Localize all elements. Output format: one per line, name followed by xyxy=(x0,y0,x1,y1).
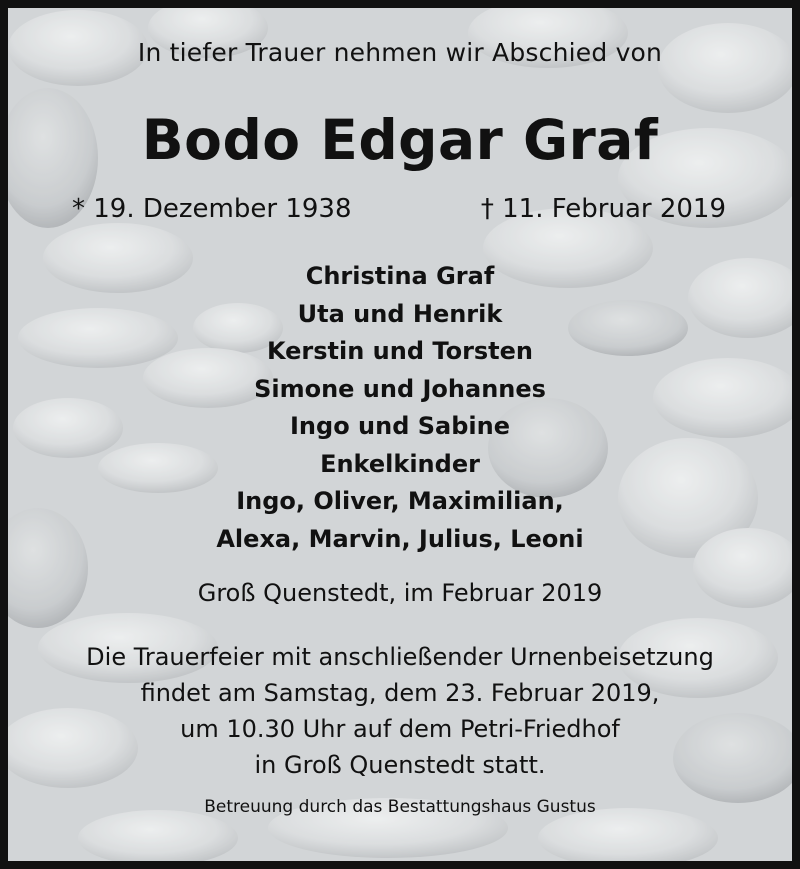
death-date: † 11. Februar 2019 xyxy=(480,194,726,224)
mourners-list xyxy=(8,258,792,558)
service-line: findet am Samstag, dem 23. Februar 2019, xyxy=(140,679,660,707)
service-info xyxy=(8,639,792,783)
service-line: um 10.30 Uhr auf dem Petri-Friedhof xyxy=(180,715,620,743)
notice-text xyxy=(8,8,792,861)
mourner-line: Ingo und Sabine xyxy=(290,412,510,440)
mourner-line: Alexa, Marvin, Julius, Leoni xyxy=(216,524,584,553)
mourner-line: Uta und Henrik xyxy=(297,299,503,328)
intro-text: In tiefer Trauer nehmen wir Abschied von xyxy=(137,38,663,67)
mourner-line: Enkelkinder xyxy=(320,449,480,478)
life-dates xyxy=(8,194,792,228)
service-line: Die Trauerfeier mit anschließender Urnenbeisetzung xyxy=(86,643,714,671)
service-line: in Groß Quenstedt statt. xyxy=(254,751,546,779)
funeral-home-credit: Betreuung durch das Bestattungshaus Gustus xyxy=(204,797,596,817)
mourner-line: Christina Graf xyxy=(305,262,495,290)
place-date: Groß Quenstedt, im Februar 2019 xyxy=(197,579,603,607)
deceased-name: Bodo Edgar Graf xyxy=(141,108,659,172)
birth-date: * 19. Dezember 1938 xyxy=(72,194,352,224)
mourner-line: Simone und Johannes xyxy=(254,374,546,403)
mourner-line: Ingo, Oliver, Maximilian, xyxy=(236,487,564,515)
mourner-line: Kerstin und Torsten xyxy=(266,337,534,365)
